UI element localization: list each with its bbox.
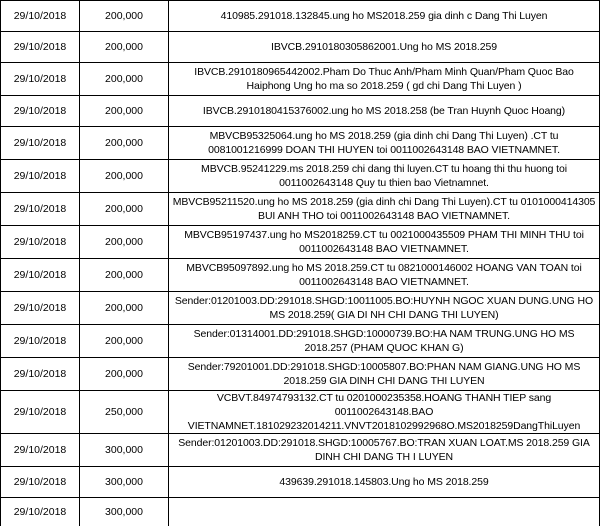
table-row — [1, 434, 600, 467]
date-cell: 29/10/2018 — [1, 498, 80, 527]
description-cell: IBVCB.2910180415376002.ung ho MS 2018.258 (be Tran Huynh Quoc Hoang) — [169, 96, 600, 127]
amount-cell: 200,000 — [80, 63, 169, 96]
description-cell: Sender:79201001.DD:291018.SHGD:10005807.BO:PHAN NAM GIANG.UNG HO MS 2018.259 GIA DINH CHI DANG THI LUYEN — [169, 358, 600, 391]
table-row — [1, 63, 600, 96]
table-row — [1, 467, 600, 498]
table-row — [1, 193, 600, 226]
date-cell: 29/10/2018 — [1, 160, 80, 193]
amount-cell: 300,000 — [80, 467, 169, 498]
date-cell: 29/10/2018 — [1, 63, 80, 96]
description-cell — [169, 498, 600, 527]
description-cell: Sender:01201003.DD:291018.SHGD:10011005.BO:HUYNH NGOC XUAN DUNG.UNG HO MS 2018.259( GIA DI NH CHI DANG THI LUYEN) — [169, 292, 600, 325]
table-row — [1, 358, 600, 391]
date-cell: 29/10/2018 — [1, 292, 80, 325]
table-row — [1, 96, 600, 127]
table-row — [1, 226, 600, 259]
amount-cell: 200,000 — [80, 96, 169, 127]
amount-cell: 300,000 — [80, 434, 169, 467]
date-cell: 29/10/2018 — [1, 325, 80, 358]
description-cell: MBVCB95211520.ung ho MS 2018.259 (gia dinh chi Dang Thi Luyen).CT tu 0101000414305 BUI ANH THO toi 0011002643148 BAO VIETNAMNET. — [169, 193, 600, 226]
description-cell: IBVCB.2910180965442002.Pham Do Thuc Anh/Pham Minh Quan/Pham Quoc Bao Haiphong Ung ho ma so 2018.259 ( gd chi Dang Thi Luyen ) — [169, 63, 600, 96]
date-cell: 29/10/2018 — [1, 391, 80, 434]
amount-cell: 200,000 — [80, 193, 169, 226]
table-row — [1, 292, 600, 325]
table-row — [1, 127, 600, 160]
amount-cell: 200,000 — [80, 127, 169, 160]
description-cell: VCBVT.84974793132.CT tu 0201000235358.HOANG THANH TIEP sang 0011002643148.BAO VIETNAMNET.181029232014211.VNVT2018102992968O.MS2018259DangThiLuyen — [169, 391, 600, 434]
table-row — [1, 1, 600, 32]
table-row — [1, 259, 600, 292]
date-cell: 29/10/2018 — [1, 434, 80, 467]
amount-cell: 200,000 — [80, 292, 169, 325]
date-cell: 29/10/2018 — [1, 1, 80, 32]
table-row — [1, 160, 600, 193]
amount-cell: 200,000 — [80, 226, 169, 259]
amount-cell: 300,000 — [80, 498, 169, 527]
amount-cell: 200,000 — [80, 358, 169, 391]
amount-cell: 200,000 — [80, 259, 169, 292]
description-cell: 439639.291018.145803.Ung ho MS 2018.259 — [169, 467, 600, 498]
date-cell: 29/10/2018 — [1, 358, 80, 391]
ledger-body — [1, 1, 600, 527]
table-row — [1, 32, 600, 63]
date-cell: 29/10/2018 — [1, 96, 80, 127]
amount-cell: 200,000 — [80, 325, 169, 358]
amount-cell: 200,000 — [80, 160, 169, 193]
description-cell: 410985.291018.132845.ung ho MS2018.259 gia dinh c Dang Thi Luyen — [169, 1, 600, 32]
date-cell: 29/10/2018 — [1, 226, 80, 259]
description-cell: MBVCB95097892.ung ho MS 2018.259.CT tu 0821000146002 HOANG VAN TOAN toi 0011002643148 BAO VIETNAMNET. — [169, 259, 600, 292]
description-cell: MBVCB95325064.ung ho MS 2018.259 (gia dinh chi Dang Thi Luyen) .CT tu 0081001216999 DOAN THI HUYEN toi 0011002643148 BAO VIETNAMNET. — [169, 127, 600, 160]
date-cell: 29/10/2018 — [1, 467, 80, 498]
description-cell: Sender:01201003.DD:291018.SHGD:10005767.BO:TRAN XUAN LOAT.MS 2018.259 GIA DINH CHI DANG TH I LUYEN — [169, 434, 600, 467]
date-cell: 29/10/2018 — [1, 259, 80, 292]
description-cell: MBVCB95197437.ung ho MS2018259.CT tu 0021000435509 PHAM THI MINH THU toi 0011002643148 BAO VIETNAMNET. — [169, 226, 600, 259]
table-row — [1, 391, 600, 434]
table-row — [1, 325, 600, 358]
amount-cell: 250,000 — [80, 391, 169, 434]
description-cell: IBVCB.2910180305862001.Ung ho MS 2018.259 — [169, 32, 600, 63]
date-cell: 29/10/2018 — [1, 193, 80, 226]
amount-cell: 200,000 — [80, 1, 169, 32]
date-cell: 29/10/2018 — [1, 127, 80, 160]
description-cell: MBVCB.95241229.ms 2018.259 chi dang thi luyen.CT tu hoang thi thu huong toi 0011002643148 Quy tu thien bao Vietnamnet. — [169, 160, 600, 193]
table-row — [1, 498, 600, 527]
description-cell: Sender:01314001.DD:291018.SHGD:10000739.BO:HA NAM TRUNG.UNG HO MS 2018.257 (PHAM QUOC KHAN G) — [169, 325, 600, 358]
date-cell: 29/10/2018 — [1, 32, 80, 63]
amount-cell: 200,000 — [80, 32, 169, 63]
